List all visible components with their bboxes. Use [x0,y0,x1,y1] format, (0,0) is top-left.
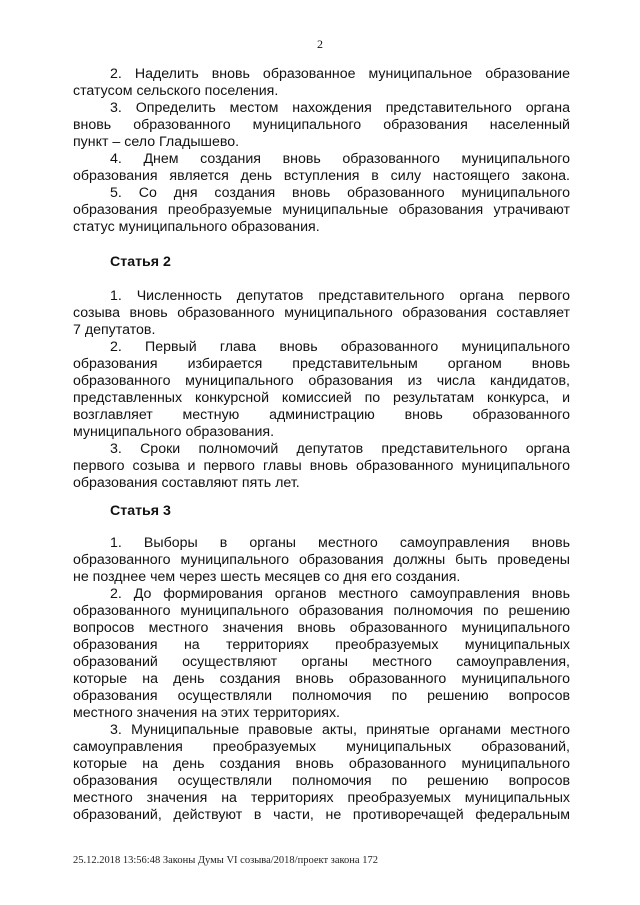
text-line: образования на территориях преобразуемых муниципальных [73,637,570,653]
text-line: 2. До формирования органов местного самоуправления вновь [110,586,570,602]
text-line: образованного муниципального образования должны быть проведены [73,552,570,568]
text-line: первого созыва и первого главы вновь образованного муниципального [73,458,570,474]
text-line: вопросов местного значения вновь образованного муниципального [73,620,570,636]
text-line: образования преобразуемые муниципальные образования утрачивают [73,202,570,218]
text-line: образования является день вступления в силу настоящего закона. [73,168,570,184]
text-line: самоуправления преобразуемых муниципальных образований, [73,739,570,755]
page-number: 2 [317,37,323,51]
text-line: 2. Первый глава вновь образованного муниципального [110,339,570,355]
text-line: образованного муниципального образования полномочия по решению [73,603,570,619]
text-line: не позднее чем через шесть месяцев со дня его создания. [73,569,461,585]
text-line: образованного муниципального образования из числа кандидатов, [73,373,570,389]
text-line: статус муниципального образования. [73,219,320,235]
text-line: образования составляют пять лет. [73,475,300,491]
text-line: 4. Днем создания вновь образованного муниципального [110,151,570,167]
article-heading: Статья 3 [110,503,171,519]
text-line: образований, действуют в части, не противоречащей федеральным [73,807,570,823]
text-line: которые на день создания вновь образованного муниципального [73,756,570,772]
text-line: которые на день создания вновь образованного муниципального [73,671,570,687]
text-line: 2. Наделить вновь образованное муниципальное образование [110,66,570,82]
text-line: 1. Численность депутатов представительного органа первого [110,288,570,304]
text-line: образования избирается представительным органом вновь [73,356,570,372]
footer-stamp: 25.12.2018 13:56:48 Законы Думы VI созыва/2018/проект закона 172 [73,855,378,866]
text-line: созыва вновь образованного муниципального образования составляет [73,305,570,321]
text-line: 7 депутатов. [73,322,156,338]
text-line: представленных конкурсной комиссией по результатам конкурса, и [73,390,570,406]
text-line: возглавляет местную администрацию вновь образованного [73,407,570,423]
text-line: местного значения на территориях преобразуемых муниципальных [73,790,570,806]
text-line: вновь образованного муниципального образования населенный [73,117,570,133]
text-line: 5. Со дня создания вновь образованного муниципального [110,185,570,201]
text-line: статусом сельского поселения. [73,83,279,99]
text-line: 3. Сроки полномочий депутатов представительного органа [110,441,570,457]
text-line: 3. Определить местом нахождения представительного органа [110,100,570,116]
text-line: 1. Выборы в органы местного самоуправления вновь [110,535,570,551]
text-line: пункт – село Гладышево. [73,134,240,150]
text-line: образования осуществляли полномочия по решению вопросов [73,773,570,789]
text-line: образования осуществляли полномочия по решению вопросов [73,688,570,704]
text-line: 3. Муниципальные правовые акты, принятые органами местного [110,722,570,738]
text-line: местного значения на этих территориях. [73,705,340,721]
text-line: муниципального образования. [73,424,275,440]
article-heading: Статья 2 [110,254,171,270]
text-line: образований осуществляют органы местного самоуправления, [73,654,570,670]
